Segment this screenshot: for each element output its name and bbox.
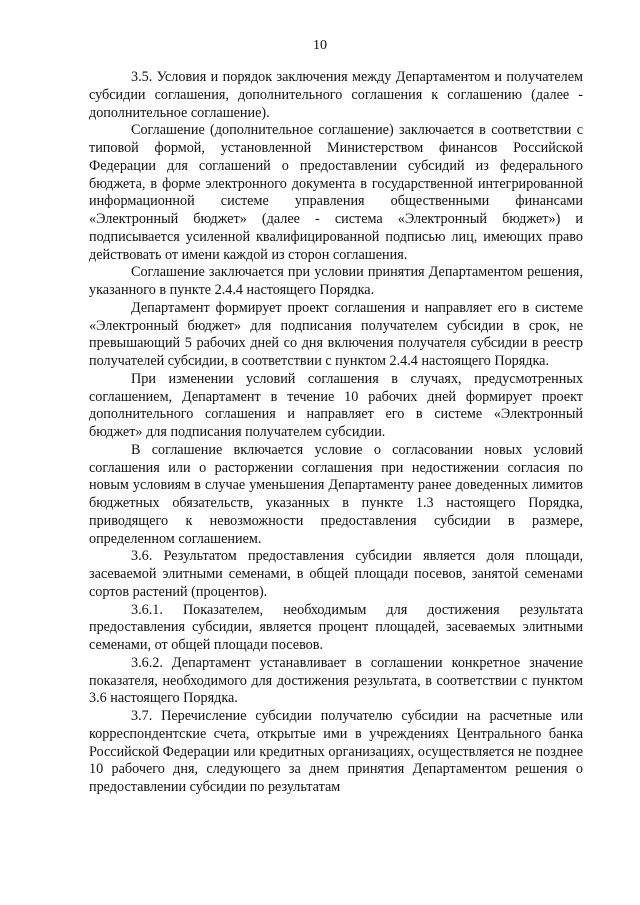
paragraph-agreement-condition: Соглашение заключается при условии принятия Департаментом решения, указанного в пункте 2.4.4 настоящего Порядка. — [89, 264, 583, 298]
paragraph-agreement-form: Соглашение (дополнительное соглашение) заключается в соответствии с типовой формой, установленной Министерством финансов Российской Федерации для соглашений о предоставлении субсидий из федерального бюджета, в форме электронного документа в государственной интегрированной информационной системе управления общественными финансами «Электронный бюджет» (далее - система «Электронный бюджет») и подписывается усиленной квалифицированной подписью лиц, имеющих право действовать от имени каждой из сторон соглашения. — [89, 122, 583, 263]
paragraph-3-6-2: 3.6.2. Департамент устанавливает в соглашении конкретное значение показателя, необходимого для достижения результата, в соответствии с пунктом 3.6 настоящего Порядка. — [89, 654, 583, 707]
paragraph-termination-condition: В соглашение включается условие о согласовании новых условий соглашения или о расторжении соглашения при недостижении согласия по новым условиям в случае уменьшения Департаменту ранее доведенных лимитов бюджетных обязательств, указанных в пункте 1.3 настоящего Порядка, приводящего к невозможности предоставления субсидии в размере, определенном соглашением. — [89, 441, 583, 547]
paragraph-amendments: При изменении условий соглашения в случаях, предусмотренных соглашением, Департамент в течение 10 рабочих дней формирует проект дополнительного соглашения и направляет его в системе «Электронный бюджет» для подписания получателем субсидии. — [89, 370, 583, 440]
paragraph-3-7: 3.7. Перечисление субсидии получателю субсидии на расчетные или корреспондентские счета, открытые ими в учреждениях Центрального банка Российской Федерации или кредитных организациях, осуществляется не позднее 10 рабочего дня, следующего за днем принятия Департаментом решения о предоставлении субсидии по результатам — [89, 708, 583, 795]
document-body — [89, 69, 583, 797]
paragraph-3-6: 3.6. Результатом предоставления субсидии является доля площади, засеваемой элитными семенами, в общей площади посевов, занятой семенами сортов растений (процентов). — [89, 548, 583, 600]
paragraph-draft-agreement: Департамент формирует проект соглашения и направляет его в системе «Электронный бюджет» для подписания получателем субсидии в срок, не превышающий 5 рабочих дней со дня включения получателя субсидии в реестр получателей субсидии, в соответствии с пунктом 2.4.4 настоящего Порядка. — [89, 299, 583, 369]
paragraph-3-6-1: 3.6.1. Показателем, необходимым для достижения результата предоставления субсидии, является процент площадей, засеваемых элитными семенами, от общей площади посевов. — [89, 601, 583, 653]
page-number: 10 — [313, 38, 327, 53]
paragraph-3-5: 3.5. Условия и порядок заключения между Департаментом и получателем субсидии соглашения, дополнительного соглашения к соглашению (далее - дополнительное соглашение). — [89, 69, 583, 121]
